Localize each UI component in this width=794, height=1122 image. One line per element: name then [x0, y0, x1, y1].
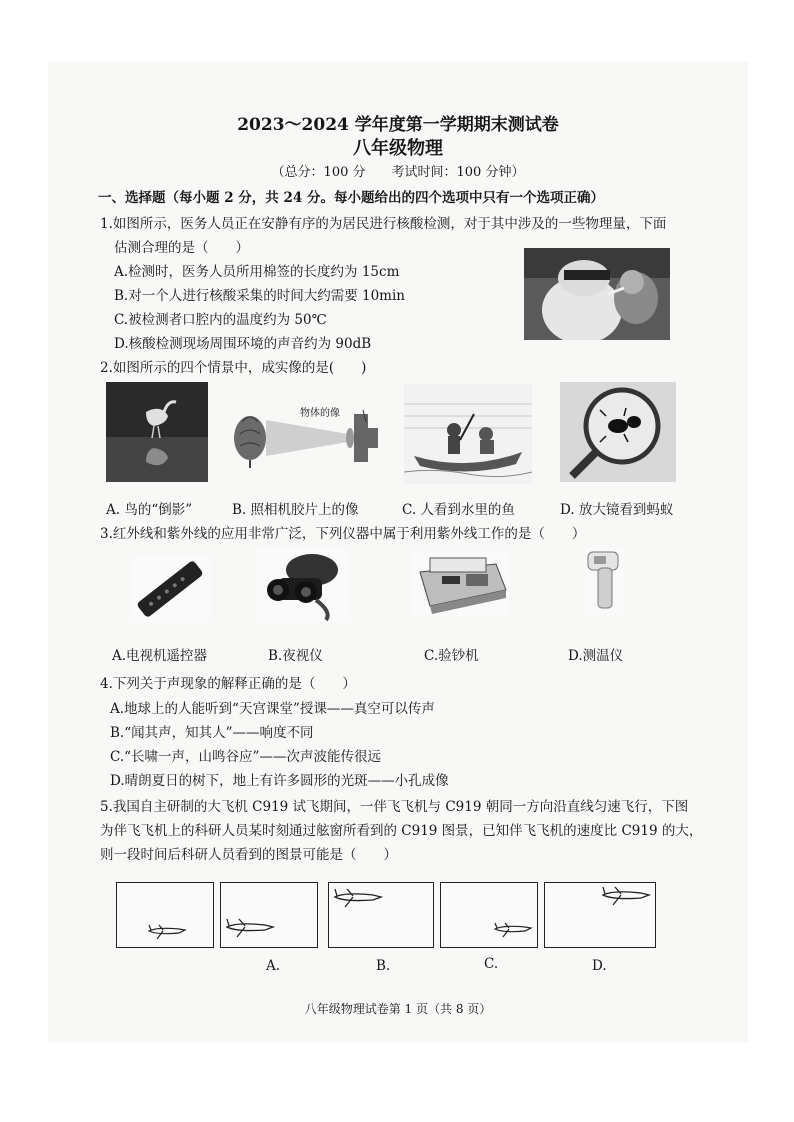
q1-option-b: B.对一个人进行核酸采集的时间大约需要 10min	[114, 288, 405, 304]
q1-nucleic-test-photo	[524, 248, 670, 340]
q2-option-b: B. 照相机胶片上的像	[232, 502, 359, 518]
q3-night-vision-image	[256, 548, 350, 622]
q3-money-detector-image	[410, 550, 510, 616]
q3-stem: 3.红外线和紫外线的应用非常广泛，下列仪器中属于利用紫外线工作的是（ ）	[100, 526, 586, 542]
q2-option-c: C. 人看到水里的鱼	[402, 502, 515, 518]
q1-option-d: D.核酸检测现场周围环境的声音约为 90dB	[114, 336, 372, 352]
page-footer: 八年级物理试卷第 1 页（共 8 页）	[304, 1002, 492, 1016]
q5-frame-d	[544, 882, 656, 948]
q5-label-b: B.	[376, 958, 391, 974]
q3-option-d: D.测温仪	[568, 648, 624, 664]
q5-stem-line3: 则一段时间后科研人员看到的图景可能是（ ）	[100, 847, 397, 863]
q2-fisherman-image	[404, 384, 532, 484]
q3-tv-remote-image	[130, 556, 210, 622]
plane-icon	[149, 925, 185, 939]
q2-stem: 2.如图所示的四个情景中，成实像的是( )	[100, 360, 367, 376]
q5-frame-a	[220, 882, 318, 948]
q4-option-d: D.晴朗夏日的树下，地上有许多圆形的光斑——小孔成像	[110, 773, 449, 789]
q5-stem-line2: 为伴飞飞机上的科研人员某时刻通过舷窗所看到的 C919 图景，已知伴飞飞机的速度比 C919 的大，	[100, 823, 703, 839]
q5-label-c: C.	[484, 956, 499, 972]
q2-option-a: A. 鸟的“倒影”	[106, 502, 193, 518]
q2-magnifier-ant-image	[560, 382, 676, 482]
exam-title: 2023～2024 学年度第一学期期末测试卷	[237, 115, 559, 135]
q1-stem-line2: 估测合理的是（ ）	[114, 240, 249, 256]
q2-heron-reflection-image	[106, 382, 208, 482]
q3-option-c: C.验钞机	[424, 648, 479, 664]
exam-meta: （总分：100 分 考试时间：100 分钟）	[271, 165, 525, 180]
q2-option-d: D. 放大镜看到蚂蚁	[560, 502, 674, 518]
q5-label-d: D.	[592, 958, 607, 974]
q1-option-c: C.被检测者口腔内的温度约为 50℃	[114, 312, 327, 328]
q3-option-a: A.电视机遥控器	[112, 648, 208, 664]
q4-option-c: C.“长啸一声，山鸣谷应”——次声波能传很远	[110, 749, 381, 765]
section-heading: 一、选择题（每小题 2 分，共 24 分。每小题给出的四个选项中只有一个选项正确）	[98, 190, 604, 206]
q5-frame-original	[116, 882, 214, 948]
q1-stem-line1: 1.如图所示，医务人员正在安静有序的为居民进行核酸检测，对于其中涉及的一些物理量，下面	[100, 216, 667, 232]
q5-stem-line1: 5.我国自主研制的大飞机 C919 试飞期间，一伴飞飞机与 C919 朝同一方向沿直线匀速飞行，下图	[100, 799, 689, 815]
q5-frame-b	[328, 882, 434, 948]
q1-option-a: A.检测时，医务人员所用棉签的长度约为 15cm	[114, 264, 400, 280]
q5-label-a: A.	[266, 958, 281, 974]
q3-option-b: B.夜视仪	[268, 648, 323, 664]
q4-stem: 4.下列关于声现象的解释正确的是（ ）	[100, 676, 356, 692]
camera-image-label: 物体的像	[300, 408, 340, 419]
q3-thermometer-gun-image	[584, 548, 624, 614]
q4-option-b: B.“闻其声，知其人”——响度不同	[110, 725, 314, 741]
exam-subject: 八年级物理	[353, 138, 443, 159]
q5-frame-c	[440, 882, 538, 948]
q4-option-a: A.地球上的人能听到“天宫课堂”授课——真空可以传声	[110, 701, 435, 717]
